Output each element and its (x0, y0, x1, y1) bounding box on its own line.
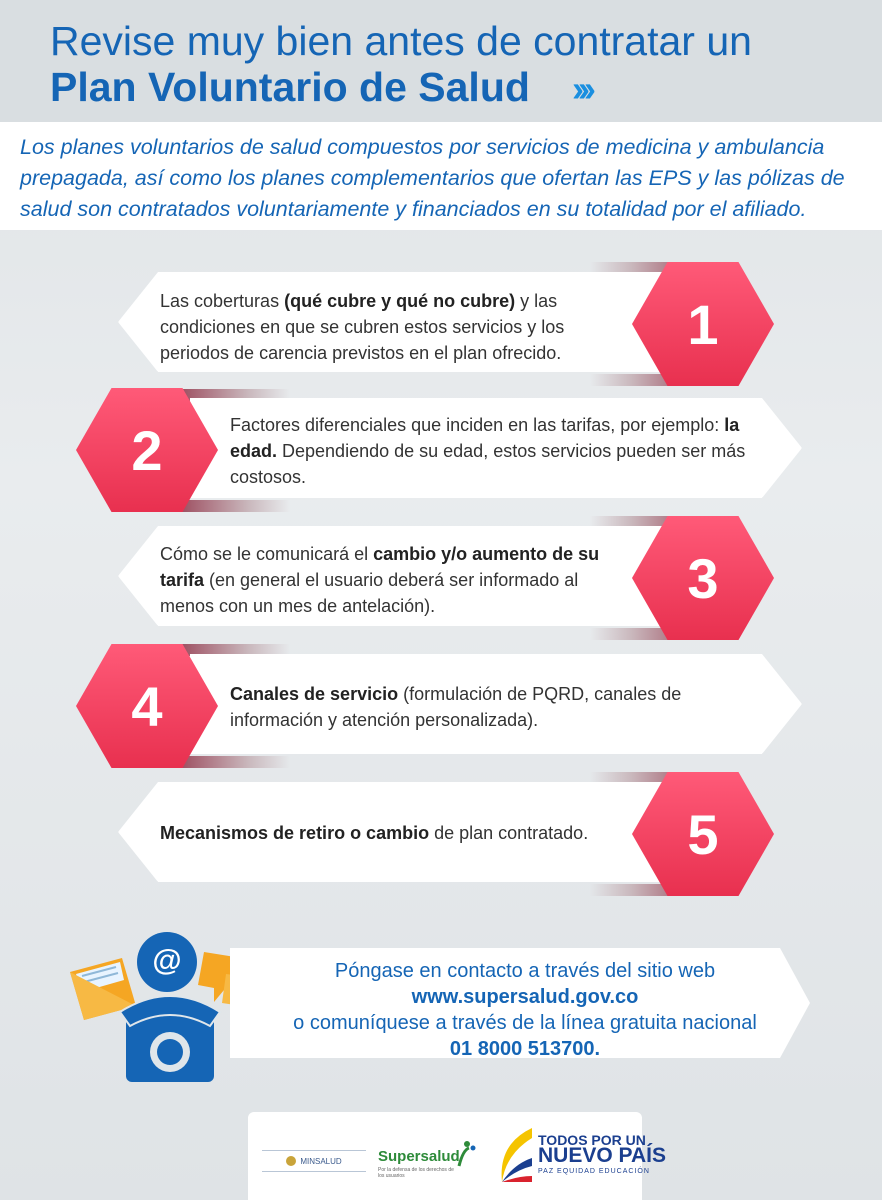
item-number: 2 (131, 418, 163, 482)
item-text: Las coberturas (qué cubre y qué no cubre) y las condiciones en que se cubren estos servicios y los periodos de carencia previstos en el plan ofrecido. (160, 291, 565, 363)
telephone-icon (120, 996, 220, 1082)
item-number: 5 (687, 802, 719, 866)
item-text: Factores diferenciales que inciden en las tarifas, por ejemplo: la edad. Dependiendo de su edad, estos servicios pueden ser más costosos. (230, 415, 746, 487)
todos-por-un-nuevo-pais-logo: TODOS POR UN NUEVO PAÍS PAZ EQUIDAD EDUCACIÓN (538, 1132, 666, 1175)
supersalud-logo: Supersalud (378, 1148, 460, 1165)
item-number: 3 (687, 546, 719, 610)
contact-line3: o comuníquese a través de la línea gratuita nacional (293, 1012, 757, 1034)
phone-number: 01 8000 513700. (449, 1038, 601, 1060)
item-text: Cómo se le comunicará el cambio y/o aumento de su tarifa (en general el usuario deberá ser informado al menos con un mes de antelación). (160, 544, 600, 616)
item-text: Mecanismos de retiro o cambio de plan contratado. (160, 823, 589, 843)
contact-text (250, 958, 800, 1062)
supersalud-tagline: Por la defensa de los derechos de los usuarios (378, 1167, 454, 1179)
colombia-flag-swoosh-icon (492, 1124, 536, 1188)
at-symbol: @ (152, 944, 182, 977)
supersalud-figures-icon (455, 1138, 479, 1168)
item-number: 4 (131, 674, 163, 738)
chevrons-icon: ››› (572, 68, 590, 109)
item-text: Canales de servicio (formulación de PQRD, canales de información y atención personalizada). (230, 684, 682, 730)
intro-panel (0, 122, 882, 230)
shield-icon (286, 1156, 296, 1166)
title-line1: Revise muy bien antes de contratar un (50, 18, 752, 64)
intro-text: Los planes voluntarios de salud compuestos por servicios de medicina y ambulancia prepagada, así como los planes complementarios que ofertan las EPS y las pólizas de salud son contratados voluntariamente y financiados en su totalidad por el afiliado. (20, 135, 845, 221)
website-link[interactable]: www.supersalud.gov.co (411, 986, 639, 1008)
header-banner (0, 0, 882, 122)
item-number: 1 (687, 292, 719, 356)
title-line2: Plan Voluntario de Salud (50, 64, 530, 110)
contact-line1: Póngase en contacto a través del sitio web (334, 960, 716, 982)
minsalud-logo: MINSALUD (262, 1150, 366, 1172)
